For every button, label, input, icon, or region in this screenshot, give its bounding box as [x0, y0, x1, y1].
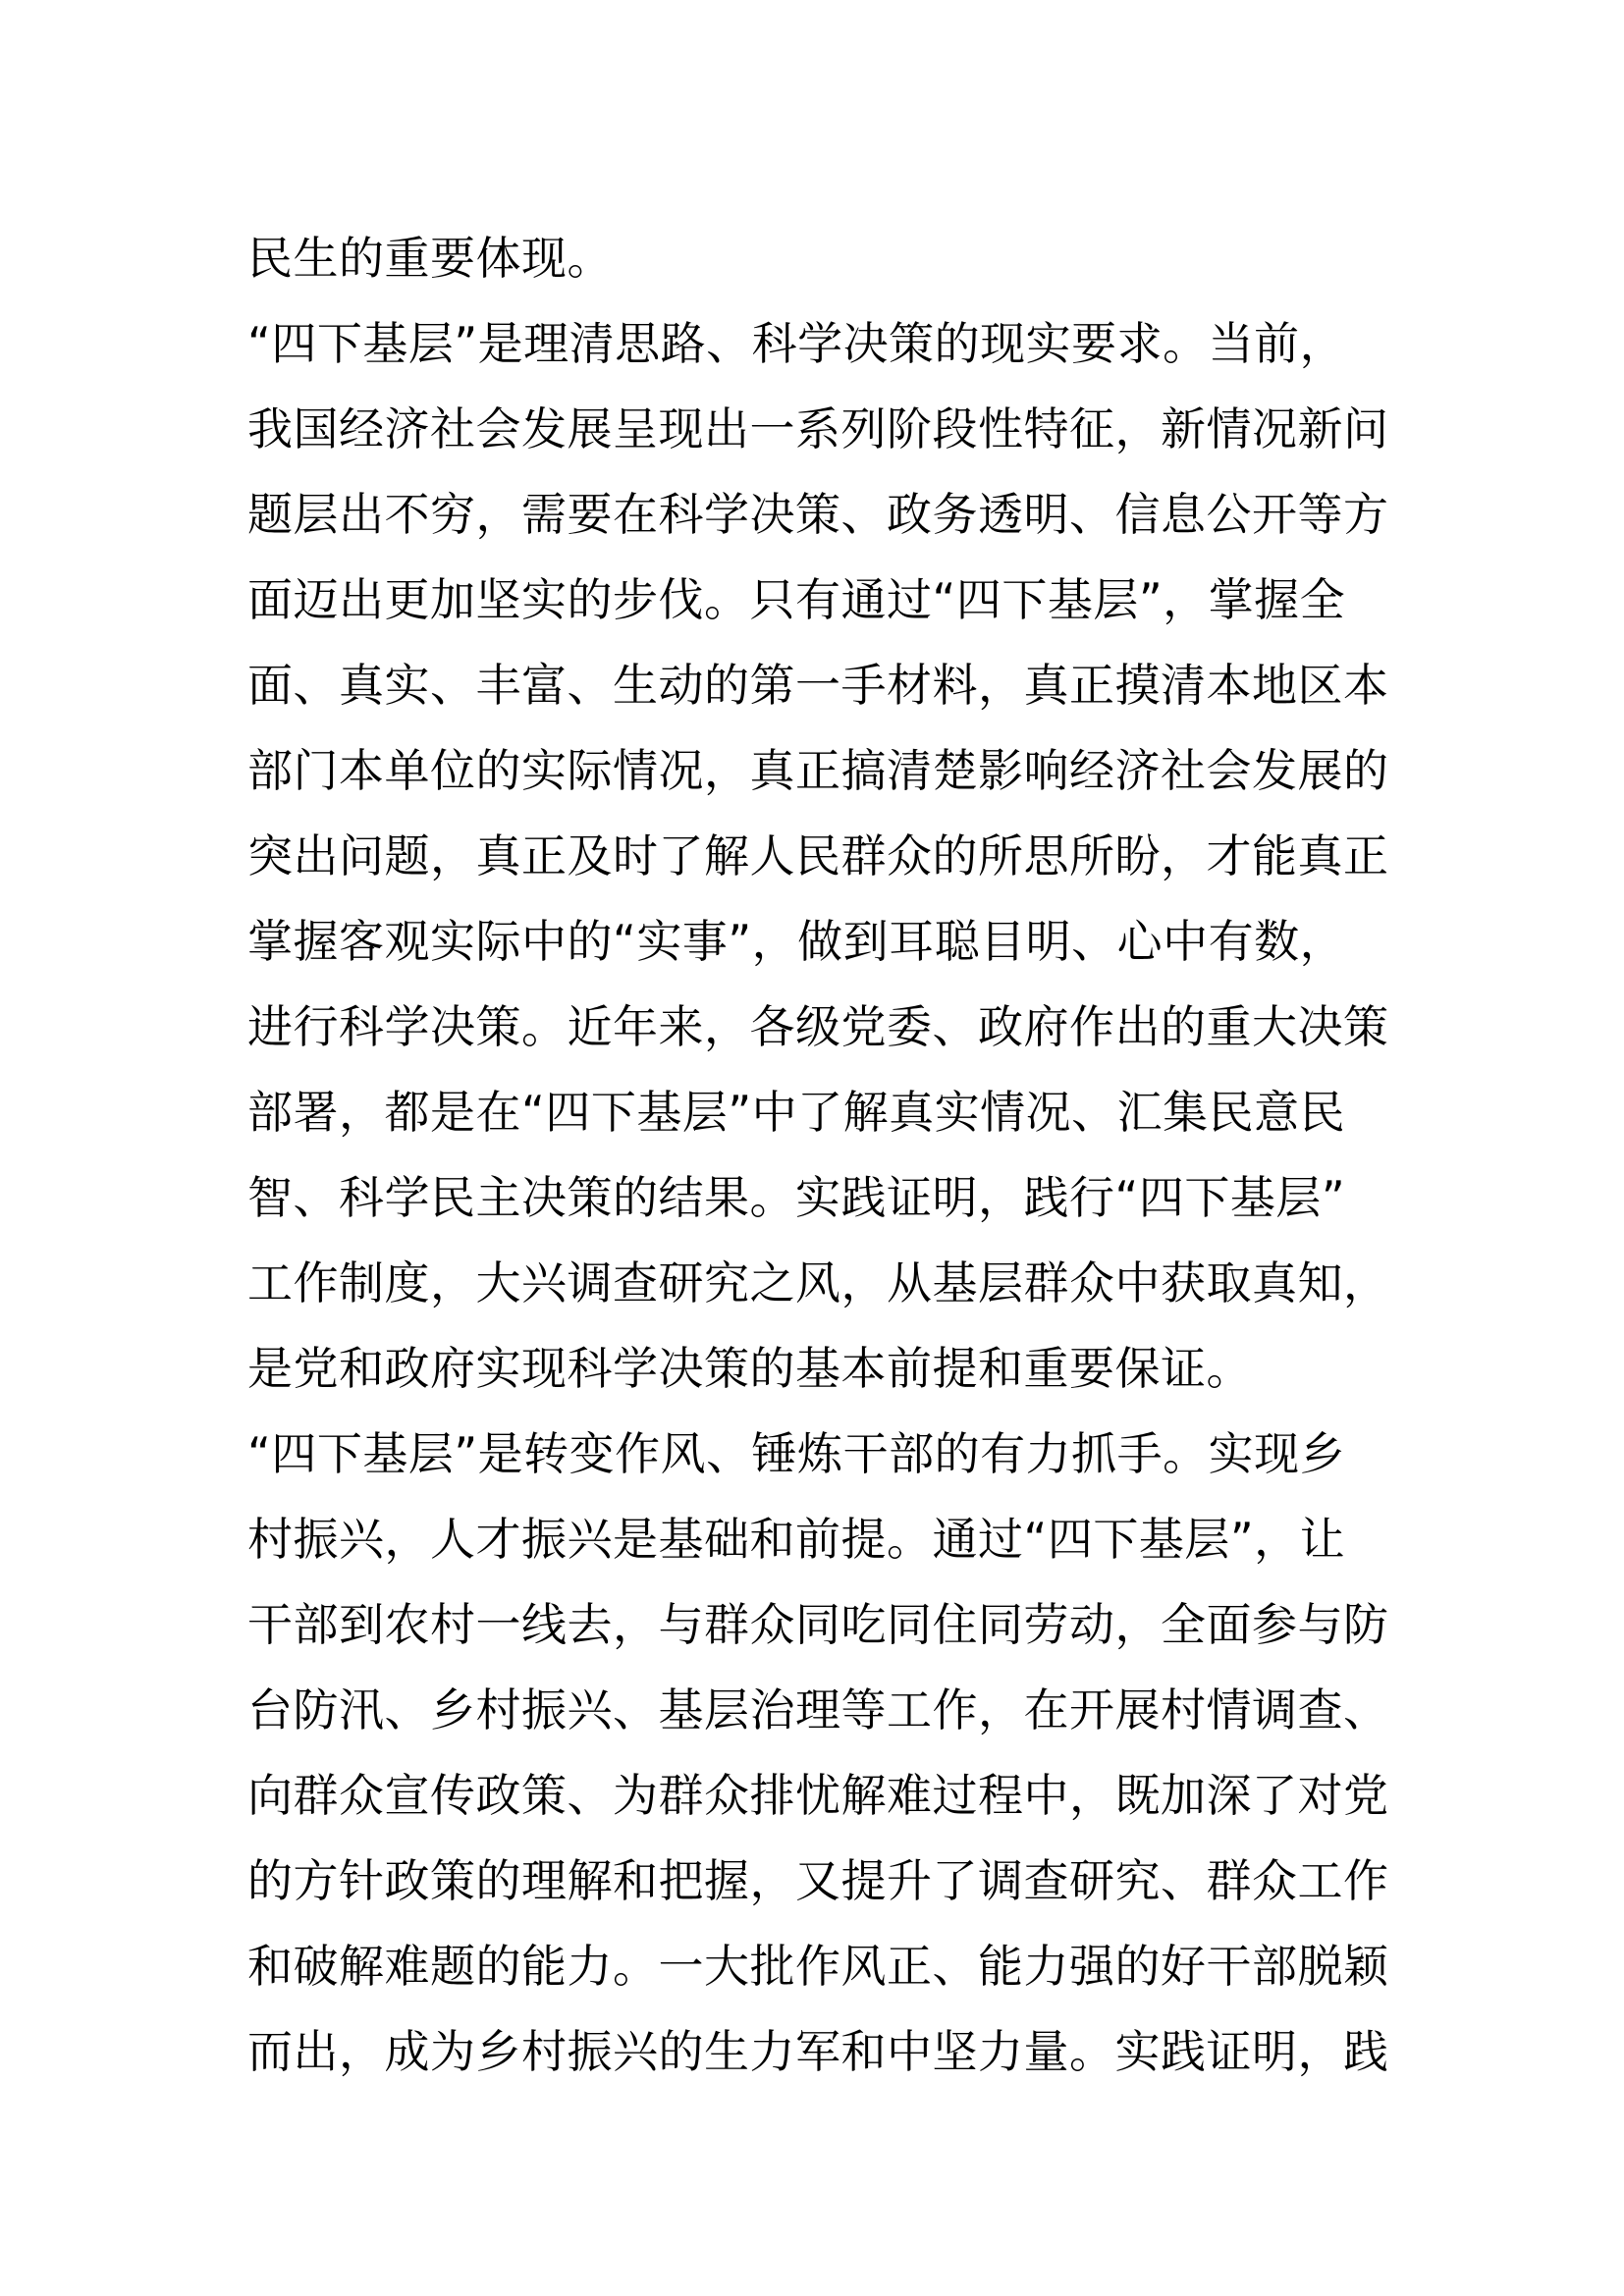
text-line: 我国经济社会发展呈现出一系列阶段性特征，新情况新问	[247, 402, 1389, 455]
text-line: 民生的重要体现。	[247, 232, 613, 285]
text-line: 突出问题，真正及时了解人民群众的所思所盼，才能真正	[247, 829, 1389, 882]
text-line: 工作制度，大兴调查研究之风，从基层群众中获取真知，	[247, 1256, 1389, 1309]
text-line: 题层出不穷，需要在科学决策、政务透明、信息公开等方	[247, 488, 1389, 541]
text-line: 面迈出更加坚实的步伐。只有通过“四下基层”，掌握全	[247, 573, 1346, 626]
text-line: 面、真实、丰富、生动的第一手材料，真正摸清本地区本	[247, 659, 1389, 712]
text-line: 干部到农村一线去，与群众同吃同住同劳动，全面参与防	[247, 1598, 1389, 1651]
text-line: 台防汛、乡村振兴、基层治理等工作，在开展村情调查、	[247, 1683, 1389, 1736]
text-line: “四下基层”是理清思路、科学决策的现实要求。当前，	[247, 317, 1346, 370]
text-line: 村振兴，人才振兴是基础和前提。通过“四下基层”，让	[247, 1513, 1346, 1566]
text-line: 而出，成为乡村振兴的生力军和中坚力量。实践证明，践	[247, 2025, 1389, 2078]
text-line: 向群众宣传政策、为群众排忧解难过程中，既加深了对党	[247, 1769, 1389, 1822]
text-line: 掌握客观实际中的“实事”，做到耳聪目明、心中有数，	[247, 915, 1346, 968]
text-line: 的方针政策的理解和把握，又提升了调查研究、群众工作	[247, 1854, 1389, 1907]
text-line: 进行科学决策。近年来，各级党委、政府作出的重大决策	[247, 1000, 1389, 1053]
body-text	[247, 216, 1389, 2095]
text-line: 是党和政府实现科学决策的基本前提和重要保证。	[247, 1342, 1252, 1395]
text-line: “四下基层”是转变作风、锤炼干部的有力抓手。实现乡	[247, 1427, 1346, 1480]
text-line: 部署，都是在“四下基层”中了解真实情况、汇集民意民	[247, 1086, 1346, 1139]
text-line: 部门本单位的实际情况，真正搞清楚影响经济社会发展的	[247, 744, 1389, 797]
text-line: 和破解难题的能力。一大批作风正、能力强的好干部脱颖	[247, 1940, 1389, 1993]
text-line: 智、科学民主决策的结果。实践证明，践行“四下基层”	[247, 1171, 1346, 1224]
